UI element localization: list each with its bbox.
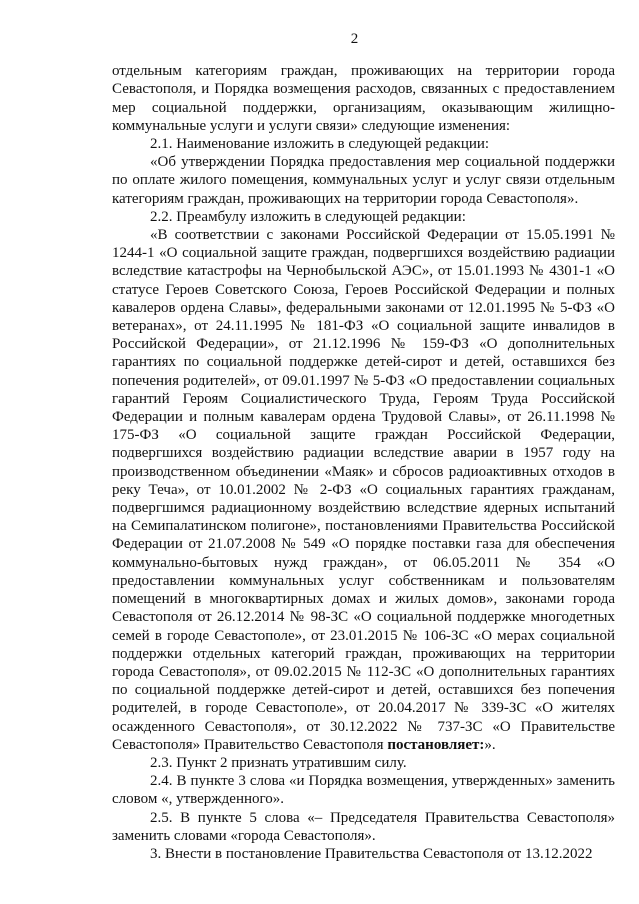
paragraph-title-quote: «Об утверждении Порядка предоставления мер социальной поддержки по оплате жилого помещения, коммунальных услуг и услуг связи отдельным категориям граждан, проживающих на территории города Севастополя». bbox=[112, 154, 615, 207]
paragraph-3: 3. Внести в постановление Правительства Севастополя от 13.12.2022 bbox=[150, 845, 593, 862]
paragraph-2-4: 2.4. В пункте 3 слова «и Порядка возмещения, утвержденных» заменить словом «, утвержденного». bbox=[112, 773, 615, 808]
preamble-decree-word: постановляет: bbox=[387, 736, 485, 753]
paragraph-2-2: 2.2. Преамбулу изложить в следующей редакции: bbox=[150, 208, 466, 225]
preamble-text: «В соответствии с законами Российской Федерации от 15.05.1991 № 1244-1 «О социальной защите граждан, подвергшихся воздействию радиации вследствие катастрофы на Чернобыльской АЭС», от 15.01.1993 № 4301-1 «О статусе Героев Советского Союза, Героев Российской Федерации и полных кавалеров ордена Славы», федеральными законами от 12.01.1995 № 5-ФЗ «О ветеранах», от 24.11.1995 № 181-ФЗ «О социальной защите инвалидов в Российской Федерации», от 21.12.1996 № 159-ФЗ «О дополнительных гарантиях по социальной поддержке детей-сирот и детей, оставшихся без попечения родителей», от 09.01.1997 № 5-ФЗ «О предоставлении социальных гарантий Героям Социалистического Труда, Героям Труда Российской Федерации и полным кавалерам ордена Трудовой Славы», от 26.11.1998 № 175-ФЗ «О социальной защите граждан Российской Федерации, подвергшихся воздействию радиации вследствие аварии в 1957 году на производственном объединении «Маяк» и сбросов радиоактивных отходов в реку Теча», от 10.01.2002 № 2-ФЗ «О социальных гарантиях гражданам, подвергшимся радиационному воздействию вследствие ядерных испытаний на Семипалатинском полигоне», постановлениями Правительства Российской Федерации от 21.07.2008 № 549 «О порядке поставки газа для обеспечения коммунально-бытовых нужд граждан», от 06.05.2011 № 354 «О предоставлении коммунальных услуг собственникам и пользователям помещений в многоквартирных домах и жилых домов», законами города Севастополя от 26.12.2014 № 98-ЗС «О социальной поддержке многодетных семей в городе Севастополе», от 23.01.2015 № 106-ЗС «О мерах социальной поддержки отдельных категорий граждан, проживающих на территории города Севастополя», от 09.02.2015 № 112-ЗС «О дополнительных гарантиях по социальной поддержке детей-сирот и детей, оставшихся без попечения родителей, в городе Севастополе», от 20.04.2017 № 339-ЗС «О жителях осажденного Севастополя», от 30.12.2022 № 737-ЗС «О Правительстве Севастополя» Правительство Севастополя bbox=[112, 227, 615, 753]
page-number: 2 bbox=[350, 31, 359, 47]
paragraph-2-3: 2.3. Пункт 2 признать утратившим силу. bbox=[150, 754, 407, 771]
paragraph-2-5: 2.5. В пункте 5 слова «– Председателя Правительства Севастополя» заменить словами «города Севастополя». bbox=[112, 809, 615, 844]
preamble-end: ». bbox=[484, 736, 496, 753]
paragraph-preamble bbox=[112, 226, 615, 754]
paragraph-continuation: отдельным категориям граждан, проживающих на территории города Севастополя, и Порядка возмещения расходов, связанных с предоставлением мер социальной поддержки, организациям, оказывающим жилищно-коммунальные услуги и услуги связи» следующие изменения: bbox=[112, 63, 615, 134]
paragraph-2-1: 2.1. Наименование изложить в следующей редакции: bbox=[150, 136, 490, 153]
